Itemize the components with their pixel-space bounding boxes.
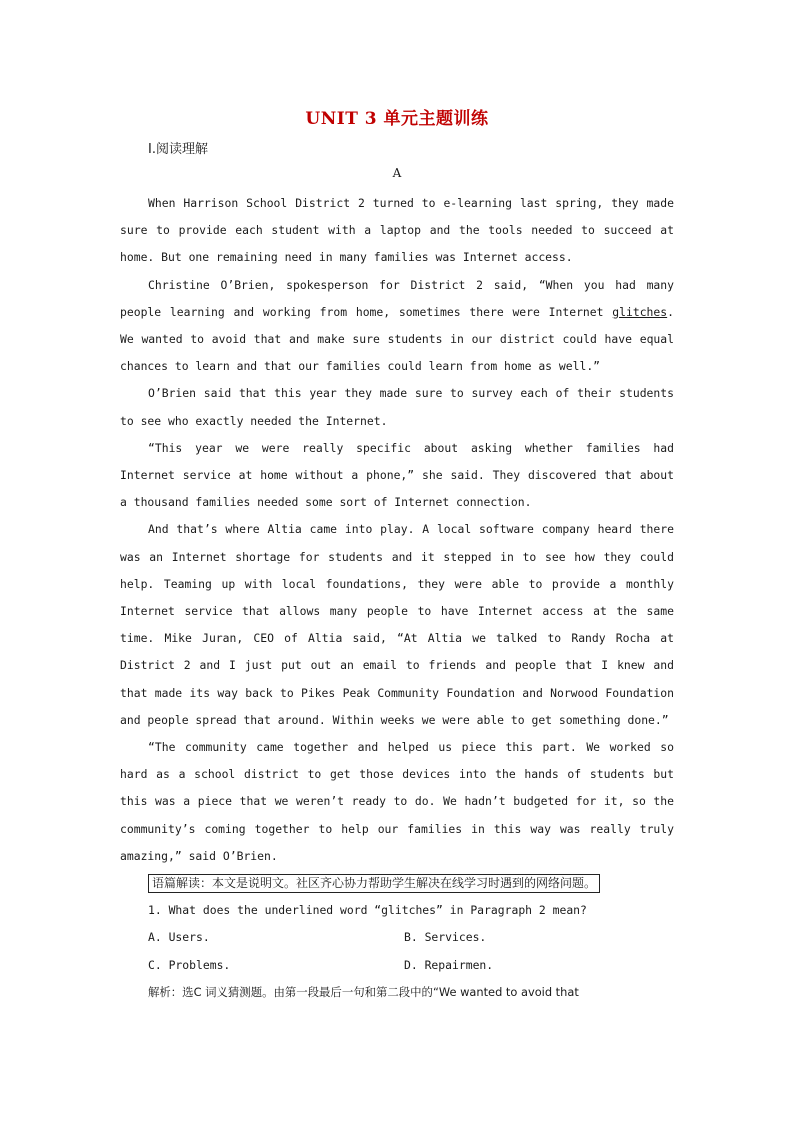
- underlined-word: glitches: [612, 304, 668, 319]
- paragraph-5: And that’s where Altia came into play. A local software company heard there was an Internet shortage for students and it stepped in to see how they could help. Teaming up with local foundations, they were able to provide a monthly Internet service that allows many people to have Internet access at the same time. Mike Juran, CEO of Altia said, “At Altia we talked to Randy Rocha at District 2 and I just put out an email to friends and people that I knew and that made its way back to Pikes Peak Community Foundation and Norwood Foundation and people spread that around. Within weeks we were able to get something done.”: [120, 522, 674, 727]
- paragraph-2-before: Christine O’Brien, spokesperson for District 2 said, “When you had many people learning and working from home, sometimes there were Internet: [120, 277, 674, 319]
- options-row-1: [148, 924, 674, 951]
- page-title: UNIT 3 单元主题训练: [305, 109, 489, 129]
- reading-note: 语篇解读：本文是说明文。社区齐心协力帮助学生解决在线学习时遇到的网络问题。: [148, 874, 600, 893]
- question-1: 1. What does the underlined word “glitches” in Paragraph 2 mean?: [148, 903, 587, 918]
- paragraph-2: [120, 272, 674, 381]
- option-c: C. Problems.: [148, 957, 231, 972]
- passage-body: [120, 190, 674, 1006]
- option-d: D. Repairmen.: [404, 957, 494, 972]
- option-a: A. Users.: [148, 930, 210, 945]
- paragraph-4: “This year we were really specific about asking whether families had Internet service at home without a phone,” she said. They discovered that about a thousand families needed some sort of Internet connection.: [120, 440, 674, 510]
- options-row-2: [148, 952, 674, 979]
- option-b: B. Services.: [404, 930, 487, 945]
- passage-label: A: [392, 166, 402, 180]
- paragraph-6: “The community came together and helped us piece this part. We worked so hard as a school district to get those devices into the hands of students but this was a piece that we weren’t ready to do. We hadn’t budgeted for it, so the community’s coming together to help our families in this way was really truly amazing,” said O’Brien.: [120, 740, 674, 863]
- paragraph-3: O’Brien said that this year they made sure to survey each of their students to see who exactly needed the Internet.: [120, 386, 674, 428]
- analysis-text: 解析：选C 词义猜测题。由第一段最后一句和第二段中的“We wanted to avoid that: [148, 984, 579, 999]
- paragraph-1: When Harrison School District 2 turned to e-learning last spring, they made sure to provide each student with a laptop and the tools needed to succeed at home. But one remaining need in many families was Internet access.: [120, 196, 674, 265]
- paragraph-2-after: . We wanted to avoid that and make sure students in our district could have equal chances to learn and that our families could learn from home as well.”: [120, 304, 674, 374]
- section-heading: Ⅰ.阅读理解: [148, 142, 208, 157]
